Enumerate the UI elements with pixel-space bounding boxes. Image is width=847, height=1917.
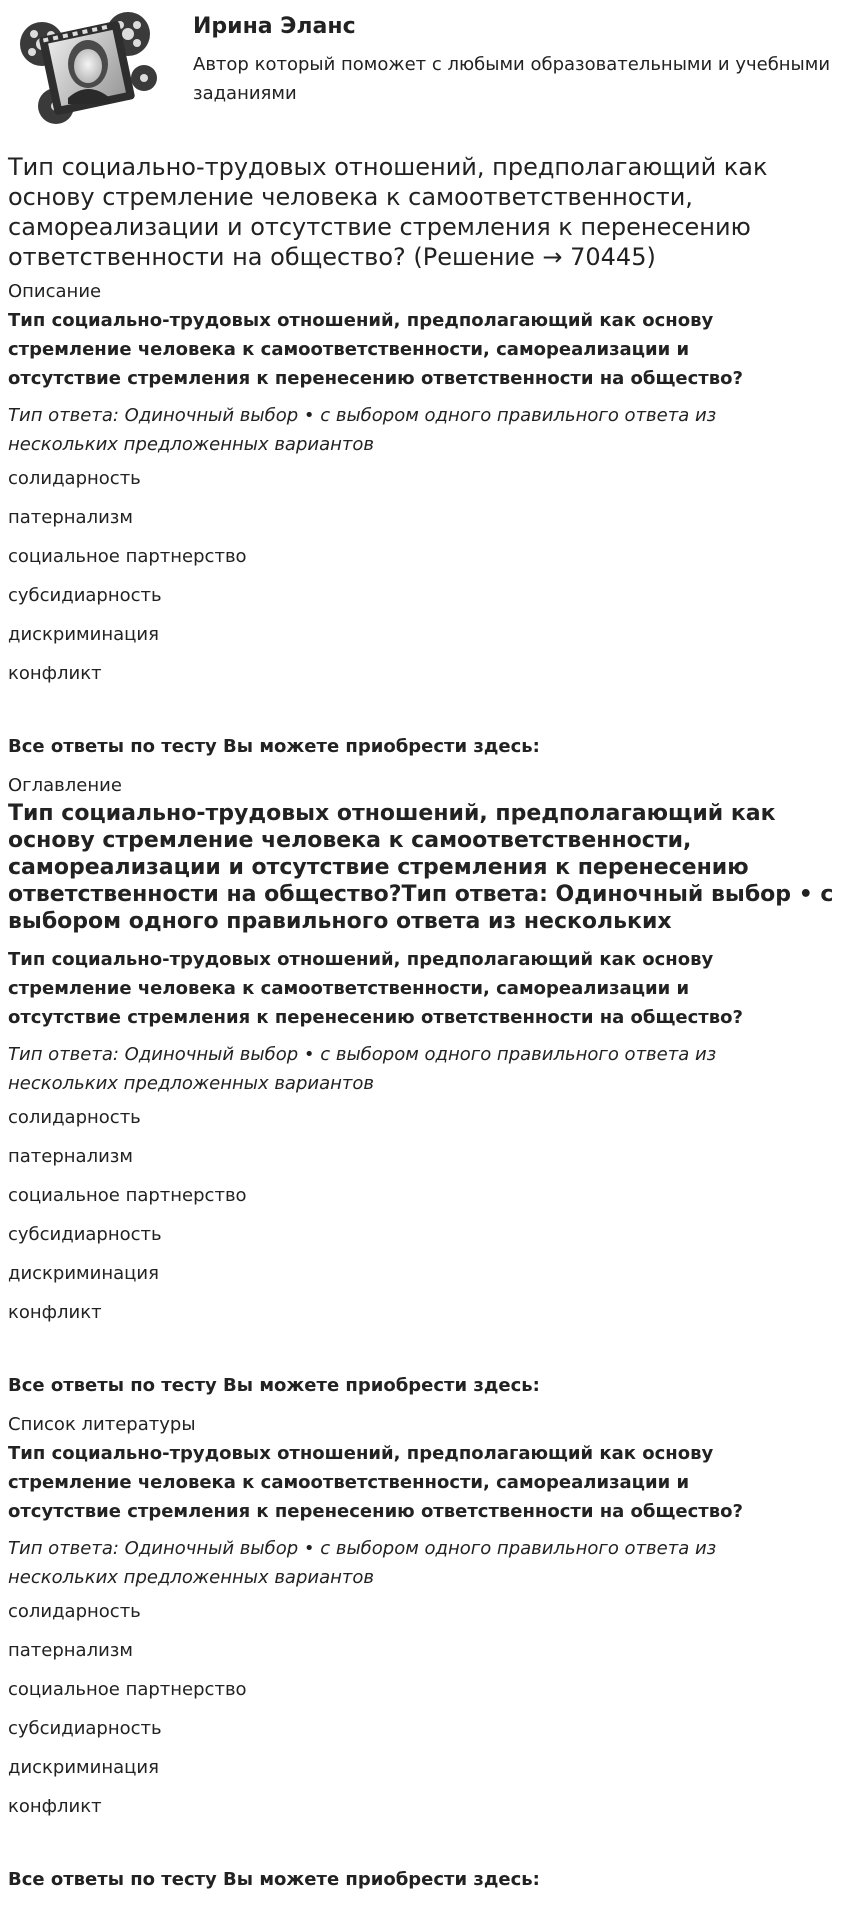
answer-type: Тип ответа: Одиночный выбор • с выбором одного правильного ответа из нескольких предложенных вариантов [8, 1044, 717, 1094]
option-item: патернализм [8, 1146, 133, 1167]
option-item: солидарность [8, 468, 141, 489]
option-item: патернализм [8, 1640, 133, 1661]
author-avatar[interactable] [16, 8, 158, 126]
author-card [8, 0, 839, 120]
buy-note: Все ответы по тесту Вы можете приобрести здесь: [8, 1869, 540, 1890]
description-section [8, 280, 839, 758]
author-name[interactable]: Ирина Эланс [193, 14, 356, 39]
toc-heading: Тип социально-трудовых отношений, предполагающий как основу стремление человека к самоответственности, самореализации и отсутствие стремления к перенесению ответственности на общество?Тип ответа: Одиночный выбор • с выбором одного правильного ответа из нескольких [8, 801, 834, 934]
option-item: конфликт [8, 663, 102, 684]
section-label-description: Описание [8, 281, 102, 302]
option-item: социальное партнерство [8, 1185, 247, 1206]
option-item: дискриминация [8, 624, 159, 645]
option-item: конфликт [8, 1796, 102, 1817]
options-list [8, 1600, 839, 1818]
author-info [193, 12, 833, 108]
section-label-toc: Оглавление [8, 775, 122, 796]
answer-type: Тип ответа: Одиночный выбор • с выбором одного правильного ответа из нескольких предложенных вариантов [8, 405, 717, 455]
section-label-literature: Список литературы [8, 1414, 196, 1435]
option-item: солидарность [8, 1601, 141, 1622]
option-item: субсидиарность [8, 585, 162, 606]
buy-note: Все ответы по тесту Вы можете приобрести здесь: [8, 736, 540, 757]
option-item: патернализм [8, 507, 133, 528]
toc-section [8, 774, 839, 1397]
option-item: солидарность [8, 1107, 141, 1128]
options-list [8, 467, 839, 685]
option-item: конфликт [8, 1302, 102, 1323]
options-list [8, 1106, 839, 1324]
option-item: субсидиарность [8, 1224, 162, 1245]
option-item: социальное партнерство [8, 546, 247, 567]
question-text: Тип социально-трудовых отношений, предполагающий как основу стремление человека к самоответственности, самореализации и отсутствие стремления к перенесению ответственности на общество? [8, 310, 743, 389]
buy-note: Все ответы по тесту Вы можете приобрести здесь: [8, 1375, 540, 1396]
option-item: дискриминация [8, 1757, 159, 1778]
option-item: дискриминация [8, 1263, 159, 1284]
literature-section [8, 1413, 839, 1891]
page-title: Тип социально-трудовых отношений, предполагающий как основу стремление человека к самоответственности, самореализации и отсутствие стремления к перенесению ответственности на общество? (Решение → 70445) [8, 153, 768, 271]
option-item: субсидиарность [8, 1718, 162, 1739]
answer-type: Тип ответа: Одиночный выбор • с выбором одного правильного ответа из нескольких предложенных вариантов [8, 1538, 717, 1588]
question-text: Тип социально-трудовых отношений, предполагающий как основу стремление человека к самоответственности, самореализации и отсутствие стремления к перенесению ответственности на общество? [8, 949, 743, 1028]
question-text: Тип социально-трудовых отношений, предполагающий как основу стремление человека к самоответственности, самореализации и отсутствие стремления к перенесению ответственности на общество? [8, 1443, 743, 1522]
option-item: социальное партнерство [8, 1679, 247, 1700]
author-description: Автор который поможет с любыми образовательными и учебными заданиями [193, 54, 831, 104]
